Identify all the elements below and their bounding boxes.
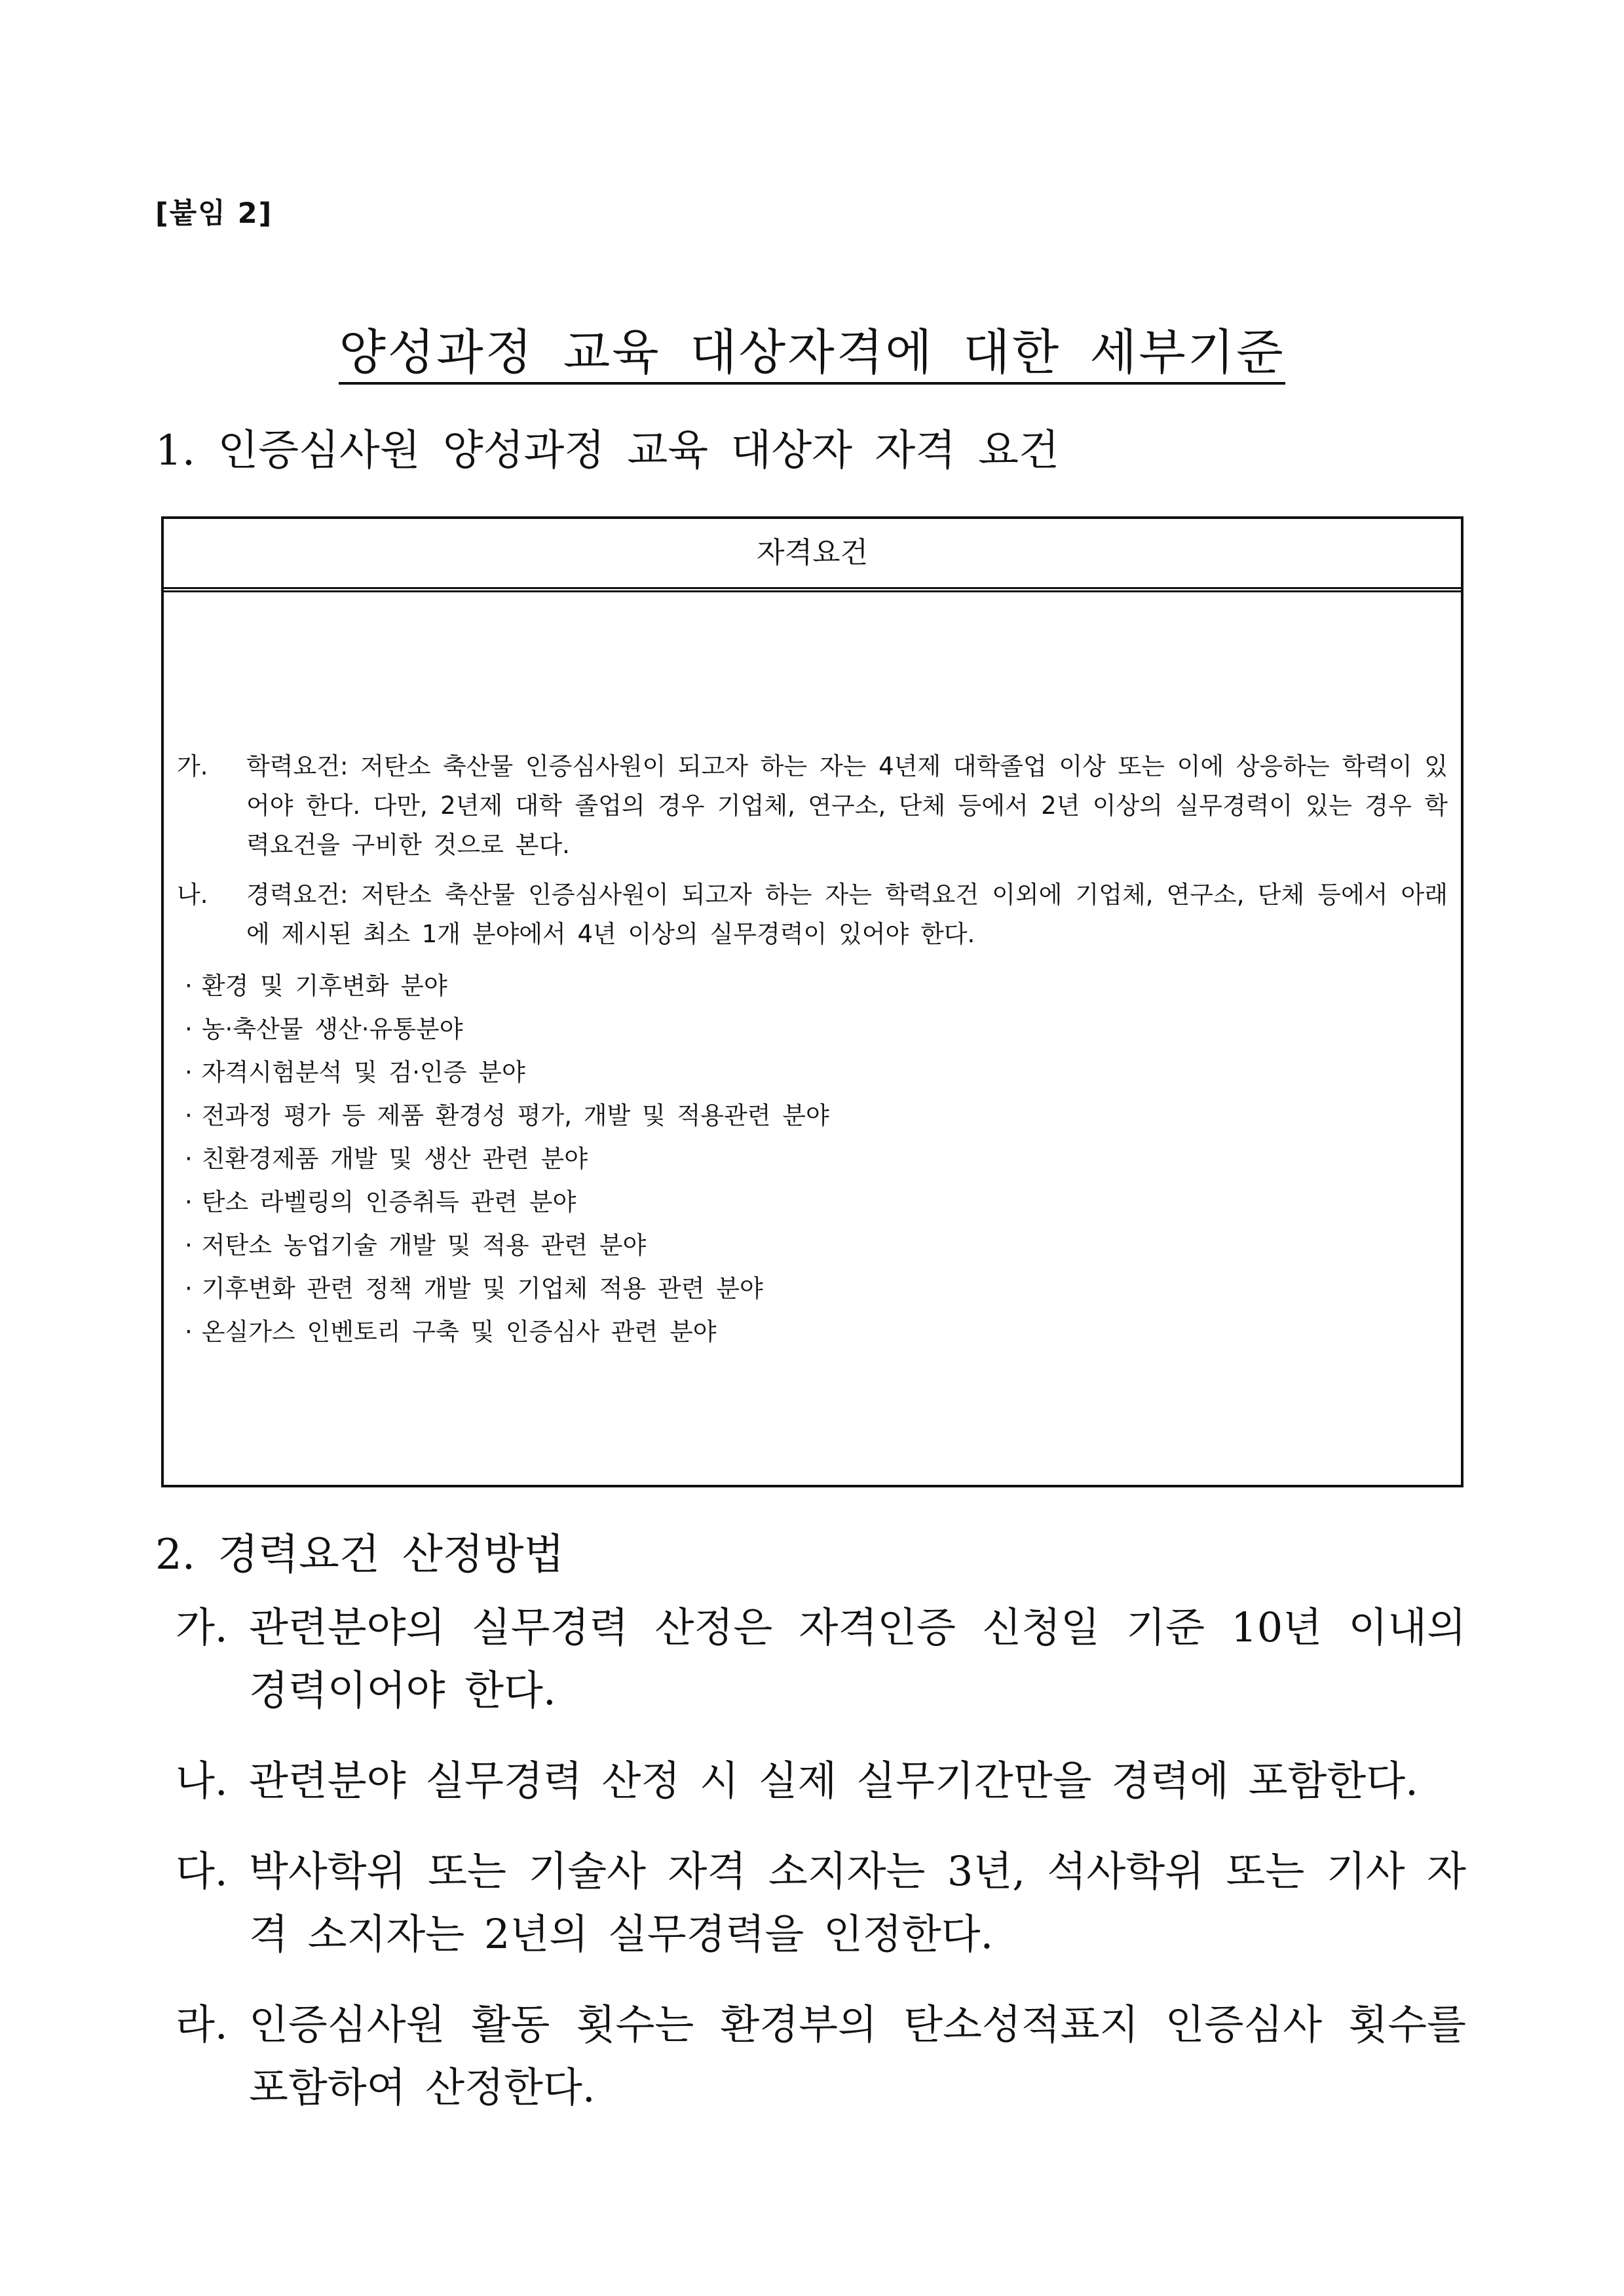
item-marker: 라. — [176, 2000, 228, 2048]
item-text: 관련분야의 실무경력 산정은 자격인증 신청일 기준 10년 이내의 경력이어야 한다. — [249, 1603, 1466, 1714]
list-item — [177, 1051, 1448, 1094]
list-item — [177, 1094, 1448, 1138]
list-item — [177, 965, 1448, 1008]
experience-requirement-marker: 나. — [177, 881, 208, 909]
list-item — [176, 1596, 1466, 1722]
bullet-dot: · — [185, 1318, 193, 1346]
list-item — [177, 1224, 1448, 1267]
field-label: 저탄소 농업기술 개발 및 적용 관련 분야 — [201, 1231, 647, 1259]
experience-requirement — [177, 875, 1448, 954]
field-label: 기후변화 관련 정책 개발 및 기업체 적용 관련 분야 — [201, 1274, 763, 1303]
bullet-dot: · — [185, 1274, 193, 1303]
list-item — [177, 1267, 1448, 1311]
field-label: 온실가스 인벤토리 구축 및 인증심사 관련 분야 — [201, 1318, 717, 1346]
requirements-table — [161, 516, 1463, 1487]
item-marker: 다. — [176, 1847, 228, 1895]
section2-heading: 2. 경력요건 산정방법 — [155, 1531, 565, 1579]
item-marker: 가. — [176, 1603, 228, 1651]
list-item — [176, 1993, 1466, 2119]
field-label: 환경 및 기후변화 분야 — [201, 972, 447, 1000]
bullet-dot: · — [185, 1188, 193, 1216]
list-item — [177, 1311, 1448, 1354]
requirements-table-header: 자격요건 — [164, 519, 1461, 592]
bullet-dot: · — [185, 972, 193, 1000]
experience-requirement-text: 경력요건: 저탄소 축산물 인증심사원이 되고자 하는 자는 학력요건 이외에 기업체, 연구소, 단체 등에서 아래에 제시된 최소 1개 분야에서 4년 이상의 실무경력이 있어야 한다. — [246, 881, 1448, 948]
field-label: 농·축산물 생산·유통분야 — [201, 1015, 463, 1043]
item-text: 관련분야 실무경력 산정 시 실제 실무기간만을 경력에 포함한다. — [249, 1757, 1418, 1805]
document-title — [0, 320, 1624, 385]
bullet-dot: · — [185, 1015, 193, 1043]
field-label: 전과정 평가 등 제품 환경성 평가, 개발 및 적용관련 분야 — [201, 1101, 829, 1130]
bullet-dot: · — [185, 1101, 193, 1130]
list-item — [176, 1750, 1466, 1812]
document-title-text: 양성과정 교육 대상자격에 대한 세부기준 — [339, 324, 1285, 385]
bullet-dot: · — [185, 1145, 193, 1173]
field-label: 친환경제품 개발 및 생산 관련 분야 — [201, 1145, 588, 1173]
calculation-method-list — [176, 1596, 1466, 2147]
attachment-label: [붙임 2] — [155, 197, 273, 230]
item-text: 인증심사원 활동 횟수는 환경부의 탄소성적표지 인증심사 횟수를 포함하여 산정한다. — [249, 2000, 1466, 2111]
list-item — [176, 1840, 1466, 1966]
education-requirement — [177, 747, 1448, 865]
section1-heading: 1. 인증심사원 양성과정 교육 대상자 자격 요건 — [155, 427, 1059, 475]
item-text: 박사학위 또는 기술사 자격 소지자는 3년, 석사학위 또는 기사 자격 소지자는 2년의 실무경력을 인정한다. — [249, 1847, 1466, 1958]
list-item — [177, 1181, 1448, 1224]
experience-field-list — [177, 965, 1448, 1354]
field-label: 탄소 라벨링의 인증취득 관련 분야 — [201, 1188, 576, 1216]
requirements-table-body — [177, 747, 1448, 1354]
education-requirement-marker: 가. — [177, 752, 208, 780]
field-label: 자격시험분석 및 검·인증 분야 — [201, 1058, 525, 1086]
bullet-dot: · — [185, 1231, 193, 1259]
list-item — [177, 1138, 1448, 1181]
list-item — [177, 1008, 1448, 1051]
bullet-dot: · — [185, 1058, 193, 1086]
item-marker: 나. — [176, 1757, 228, 1805]
education-requirement-text: 학력요건: 저탄소 축산물 인증심사원이 되고자 하는 자는 4년제 대학졸업 이상 또는 이에 상응하는 학력이 있어야 한다. 다만, 2년제 대학 졸업의 경우 기업체, 연구소, 단체 등에서 2년 이상의 실무경력이 있는 경우 학력요건을 구비한 것으로 본다. — [246, 752, 1448, 859]
